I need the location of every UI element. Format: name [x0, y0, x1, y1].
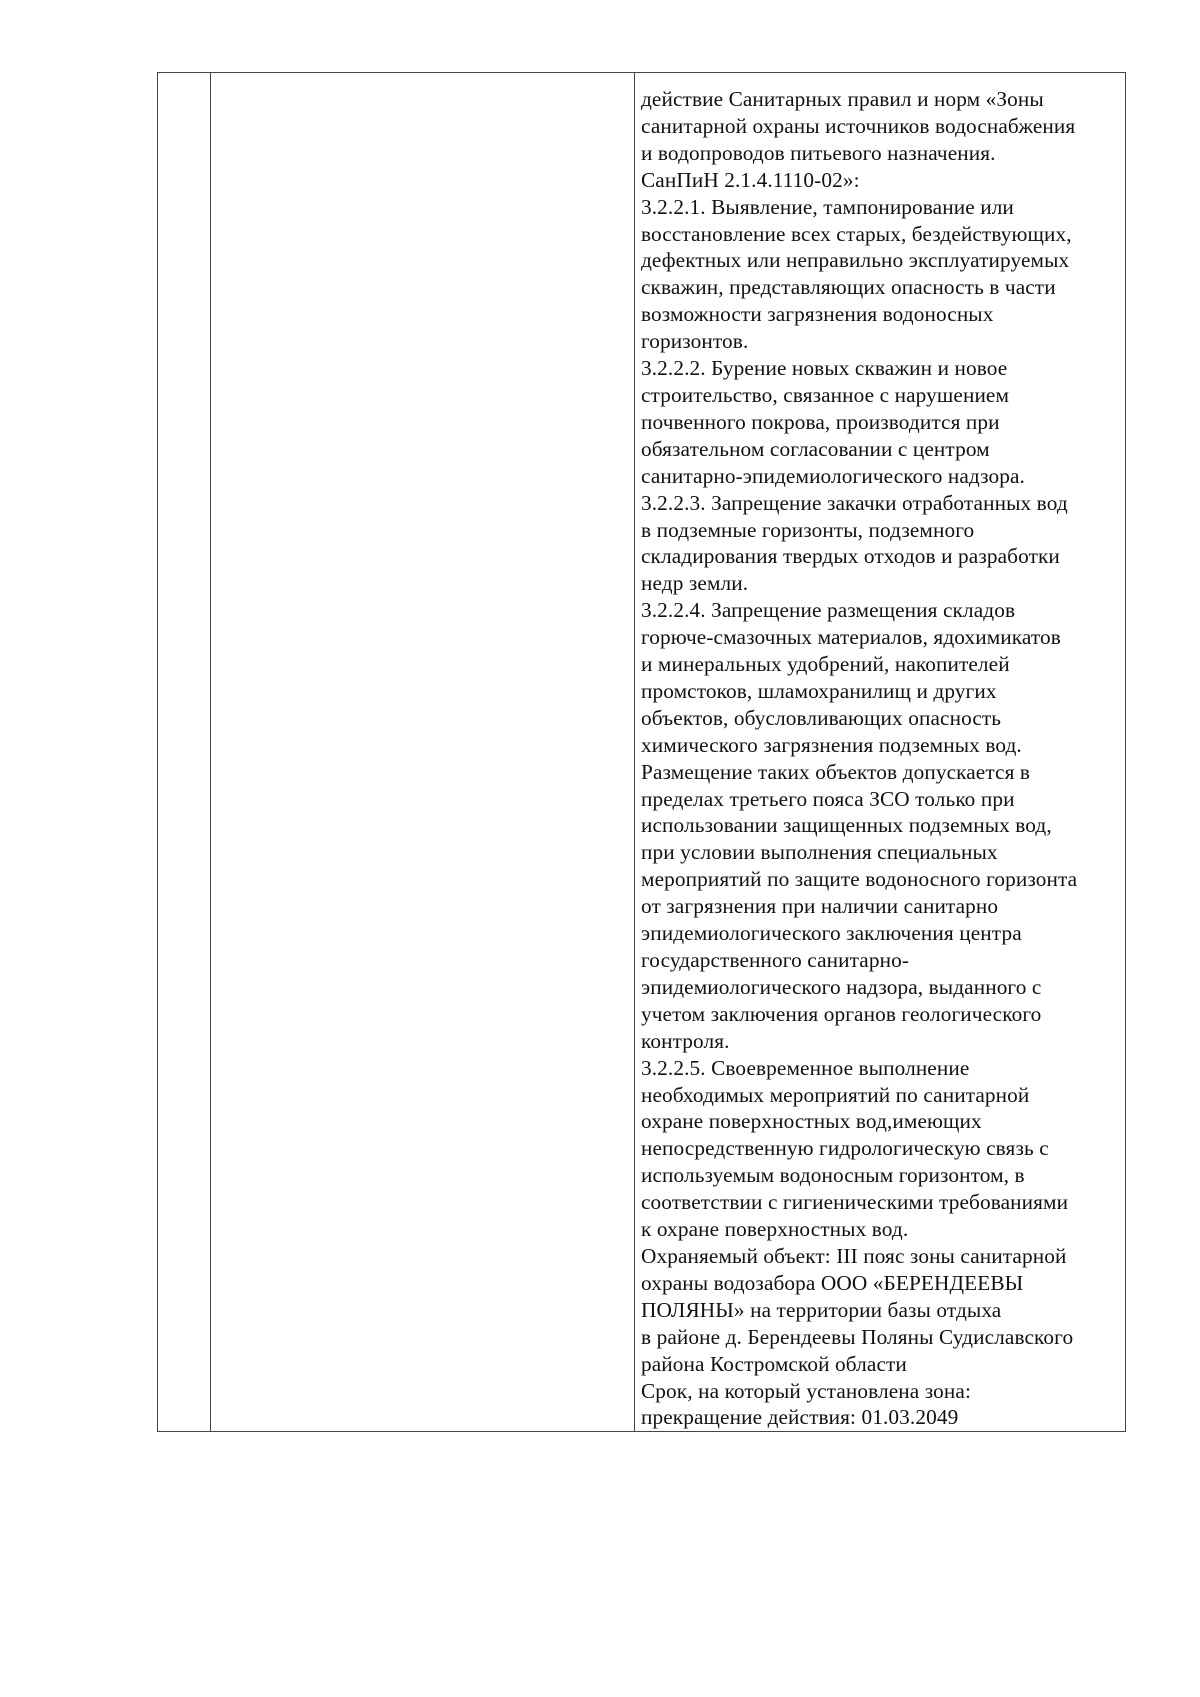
description-line: скважин, представляющих опасность в части [641, 275, 1056, 300]
description-line: в районе д. Берендеевы Поляны Судиславского [641, 1324, 1074, 1349]
description-line: охраны водозабора ООО «БЕРЕНДЕЕВЫ [641, 1270, 1024, 1295]
description-line: обязательном согласовании с центром [641, 436, 990, 461]
document-table [157, 72, 1126, 1432]
description-line: восстановление всех старых, бездействующих, [641, 221, 1072, 246]
description-line: горизонтов. [641, 329, 749, 354]
description-line: санитарно-эпидемиологического надзора. [641, 463, 1025, 488]
description-line: непосредственную гидрологическую связь с [641, 1136, 1049, 1161]
description-line: Срок, на который установлена зона: [641, 1378, 971, 1403]
description-line: 3.2.2.4. Запрещение размещения складов [641, 598, 1016, 623]
table-row [158, 73, 1126, 1432]
description-line: в подземные горизонты, подземного [641, 517, 975, 542]
description-line: химического загрязнения подземных вод. [641, 732, 1022, 757]
description-line: и водопроводов питьевого назначения. [641, 140, 996, 165]
description-line: мероприятий по защите водоносного горизонта [641, 867, 1078, 892]
description-line: санитарной охраны источников водоснабжения [641, 113, 1076, 138]
description-line: используемым водоносным горизонтом, в [641, 1163, 1025, 1188]
description-line: ПОЛЯНЫ» на территории базы отдыха [641, 1297, 1002, 1322]
description-line: и минеральных удобрений, накопителей [641, 652, 1010, 677]
description-line: Размещение таких объектов допускается в [641, 759, 1031, 784]
description-line: 3.2.2.2. Бурение новых скважин и новое [641, 356, 1008, 381]
description-line: строительство, связанное с нарушением [641, 382, 1010, 407]
description-line: 3.2.2.5. Своевременное выполнение [641, 1055, 970, 1080]
description-line: СанПиН 2.1.4.1110-02»: [641, 167, 860, 192]
name-cell [211, 73, 635, 1432]
description-line: 3.2.2.1. Выявление, тампонирование или [641, 194, 1014, 219]
description-line: прекращение действия: 01.03.2049 [641, 1405, 959, 1430]
description-line: возможности загрязнения водоносных [641, 302, 994, 327]
description-line: от загрязнения при наличии санитарно [641, 894, 999, 919]
description-line: недр земли. [641, 571, 749, 596]
description-line: учетом заключения органов геологического [641, 1001, 1042, 1026]
description-line: необходимых мероприятий по санитарной [641, 1082, 1030, 1107]
description-line: эпидемиологического надзора, выданного с [641, 974, 1042, 999]
description-line: пределах третьего пояса ЗСО только при [641, 786, 1015, 811]
description-cell [635, 73, 1126, 1432]
description-line: контроля. [641, 1028, 730, 1053]
description-line: почвенного покрова, производится при [641, 409, 1000, 434]
description-line: горюче-смазочных материалов, ядохимикатов [641, 625, 1061, 650]
description-line: к охране поверхностных вод. [641, 1217, 909, 1242]
description-line: объектов, обусловливающих опасность [641, 705, 1002, 730]
description-line: 3.2.2.3. Запрещение закачки отработанных вод [641, 490, 1068, 515]
number-cell [158, 73, 211, 1432]
description-line: соответствии с гигиеническими требованиями [641, 1190, 1069, 1215]
description-line: охране поверхностных вод,имеющих [641, 1109, 982, 1134]
description-line: использовании защищенных подземных вод, [641, 813, 1052, 838]
description-line: района Костромской области [641, 1351, 907, 1376]
description-line: эпидемиологического заключения центра [641, 921, 1022, 946]
description-line: действие Санитарных правил и норм «Зоны [641, 87, 1044, 111]
description-line: при условии выполнения специальных [641, 840, 998, 865]
description-line: складирования твердых отходов и разработки [641, 544, 1060, 569]
description-line: государственного санитарно- [641, 948, 910, 972]
description-text [635, 73, 1125, 1431]
description-line: Охраняемый объект: III пояс зоны санитарной [641, 1243, 1067, 1268]
description-line: дефектных или неправильно эксплуатируемых [641, 248, 1070, 273]
description-line: промстоков, шламохранилищ и других [641, 678, 997, 703]
